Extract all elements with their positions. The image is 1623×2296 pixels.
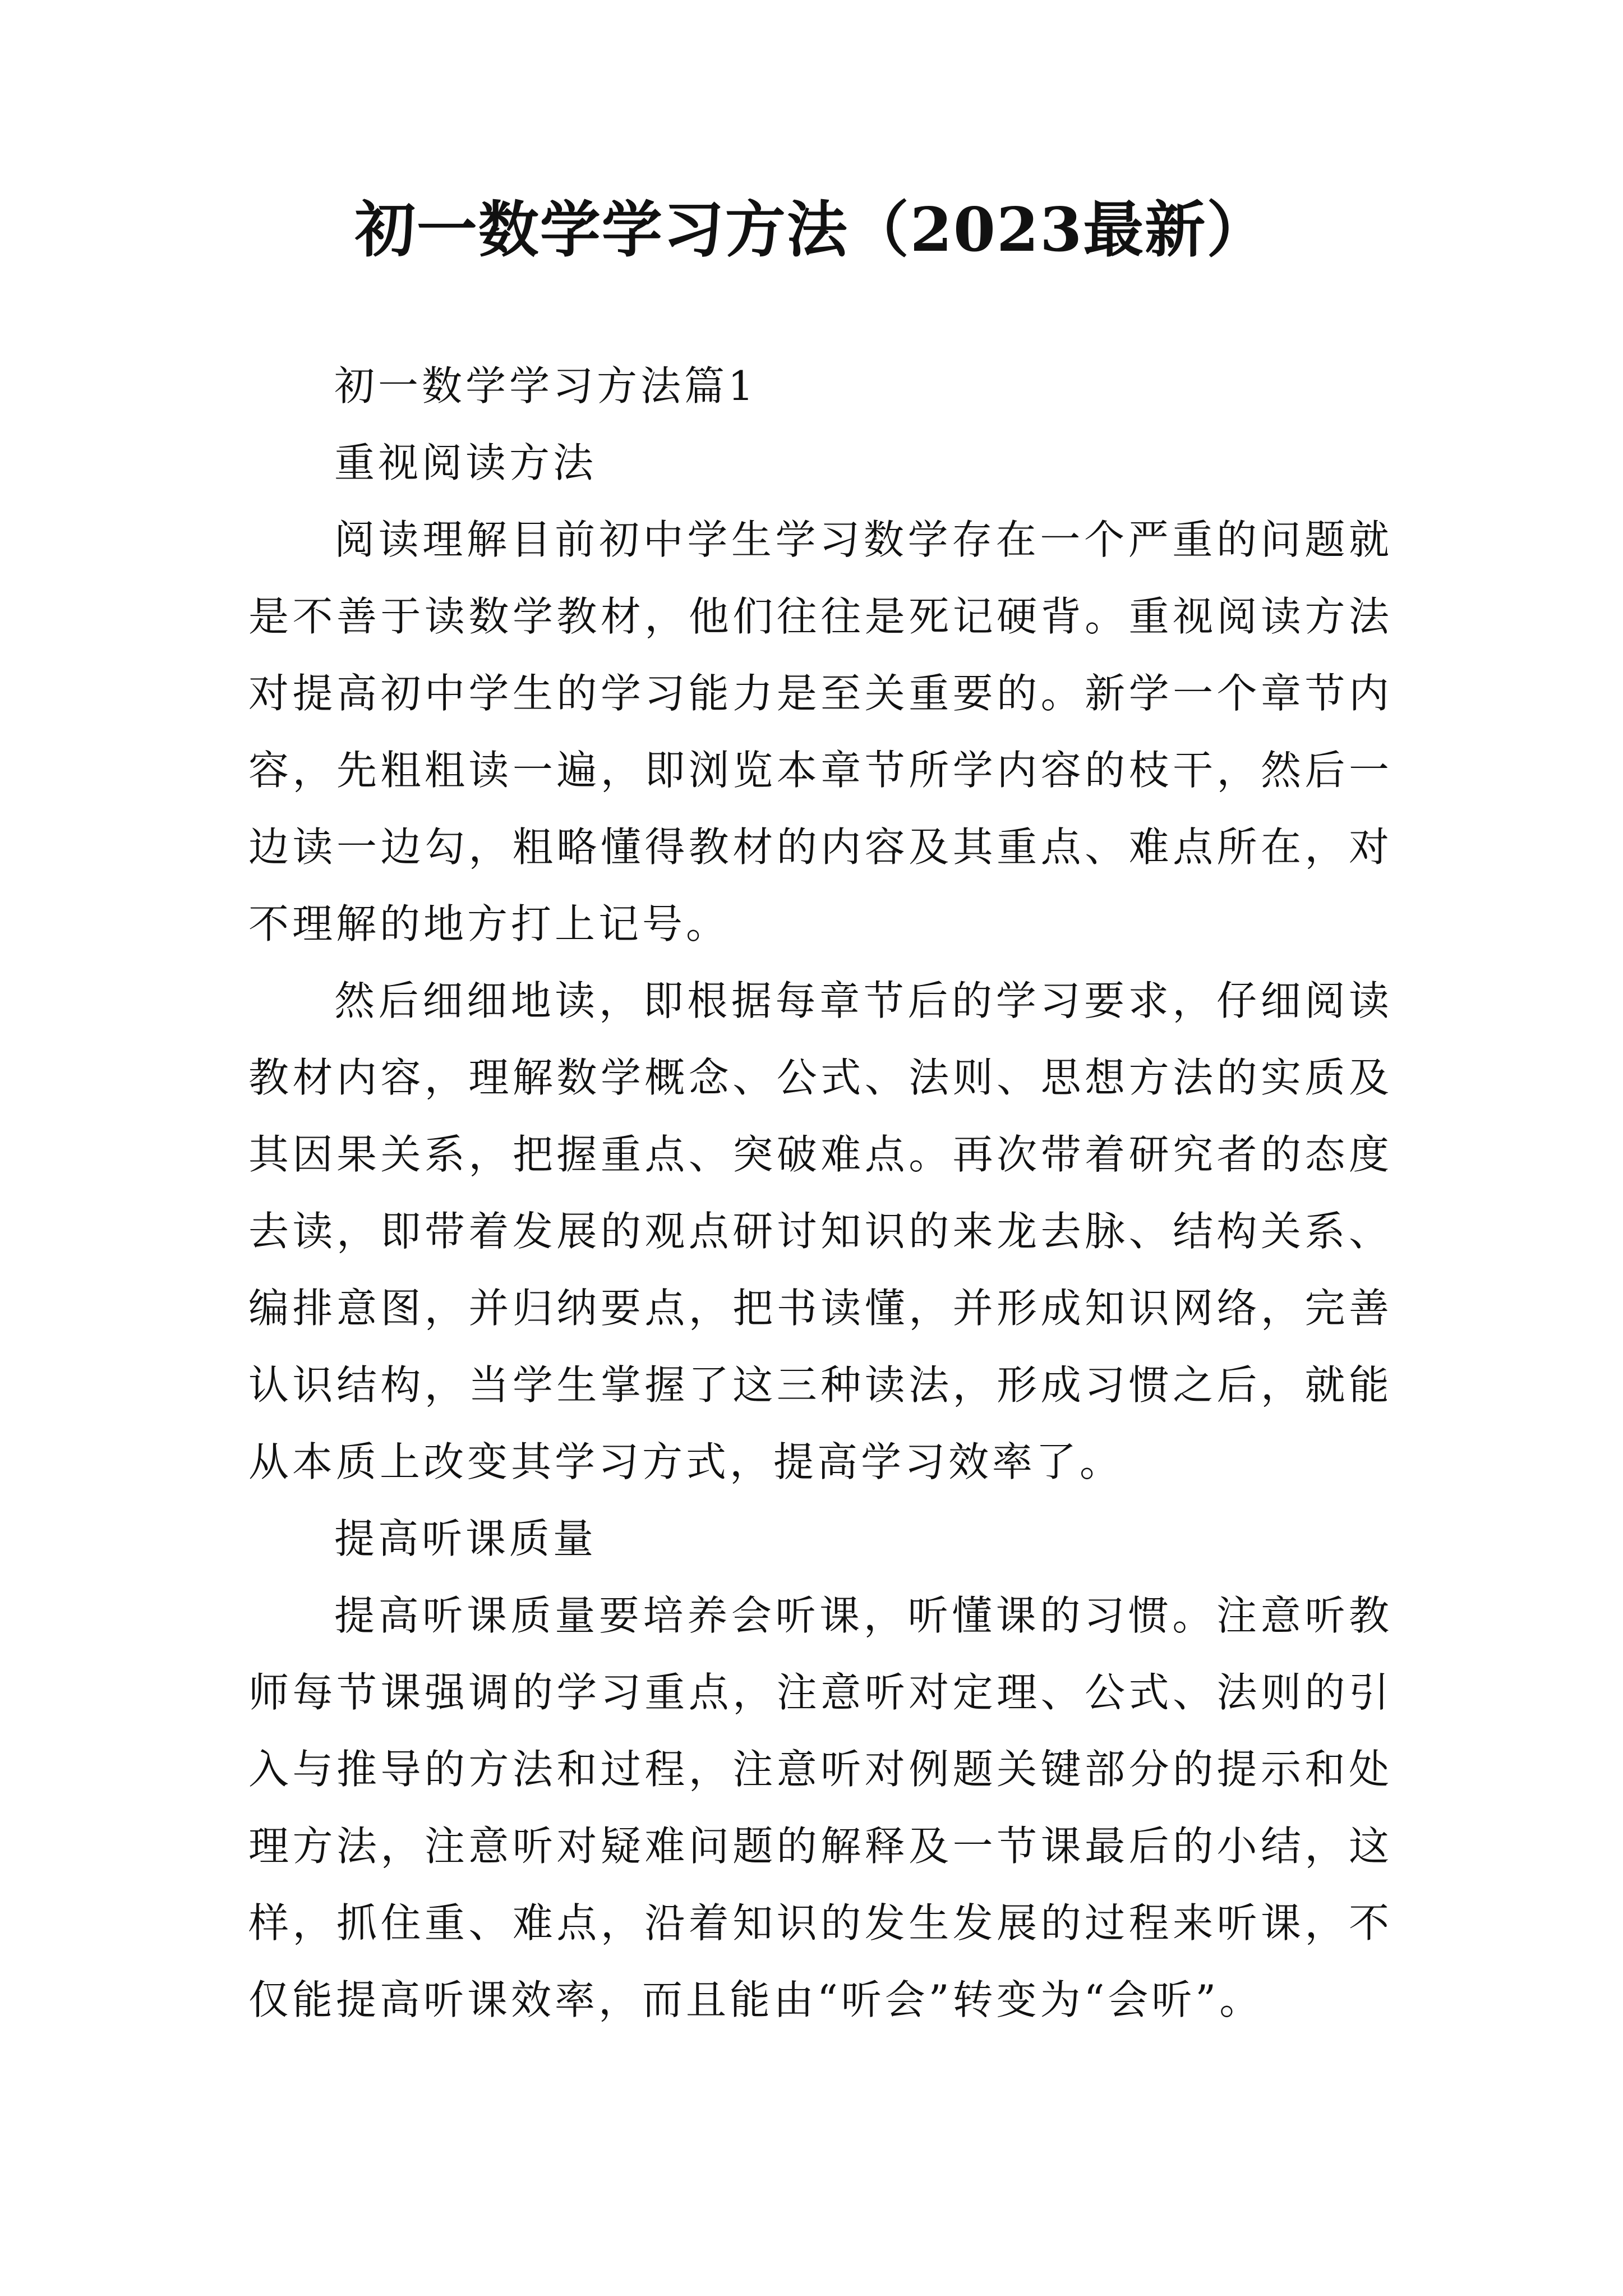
body-paragraph: 提高听课质量要培养会听课，听懂课的习惯。注意听教师每节课强调的学习重点，注意听对定理、公式、法则的引入与推导的方法和过程，注意听对例题关键部分的提示和处理方法，注意听对疑难问题的解释及一节课最后的小结，这样，抓住重、难点，沿着知识的发生发展的过程来听课，不仅能提高听课效率，而且能由“听会”转变为“会听”。	[248, 1592, 1393, 2023]
subsection-heading: 重视阅读方法	[334, 439, 597, 486]
section-heading: 初一数学学习方法篇1	[334, 362, 757, 409]
body-paragraph: 然后细细地读，即根据每章节后的学习要求，仔细阅读教材内容，理解数学概念、公式、法则、思想方法的实质及其因果关系，把握重点、突破难点。再次带着研究者的态度去读，即带着发展的观点研讨知识的来龙去脉、结构关系、编排意图，并归纳要点，把书读懂，并形成知识网络，完善认识结构，当学生掌握了这三种读法，形成习惯之后，就能从本质上改变其学习方式，提高学习效率了。	[248, 977, 1393, 1485]
document-body	[248, 348, 1393, 2039]
document-title: 初一数学学习方法（2023最新）	[354, 195, 1269, 265]
body-paragraph: 阅读理解目前初中学生学习数学存在一个严重的问题就是不善于读数学教材，他们往往是死记硬背。重视阅读方法对提高初中学生的学习能力是至关重要的。新学一个章节内容，先粗粗读一遍，即浏览本章节所学内容的枝干，然后一边读一边勾，粗略懂得教材的内容及其重点、难点所在，对不理解的地方打上记号。	[248, 516, 1393, 947]
subsection-heading: 提高听课质量	[334, 1515, 597, 1562]
